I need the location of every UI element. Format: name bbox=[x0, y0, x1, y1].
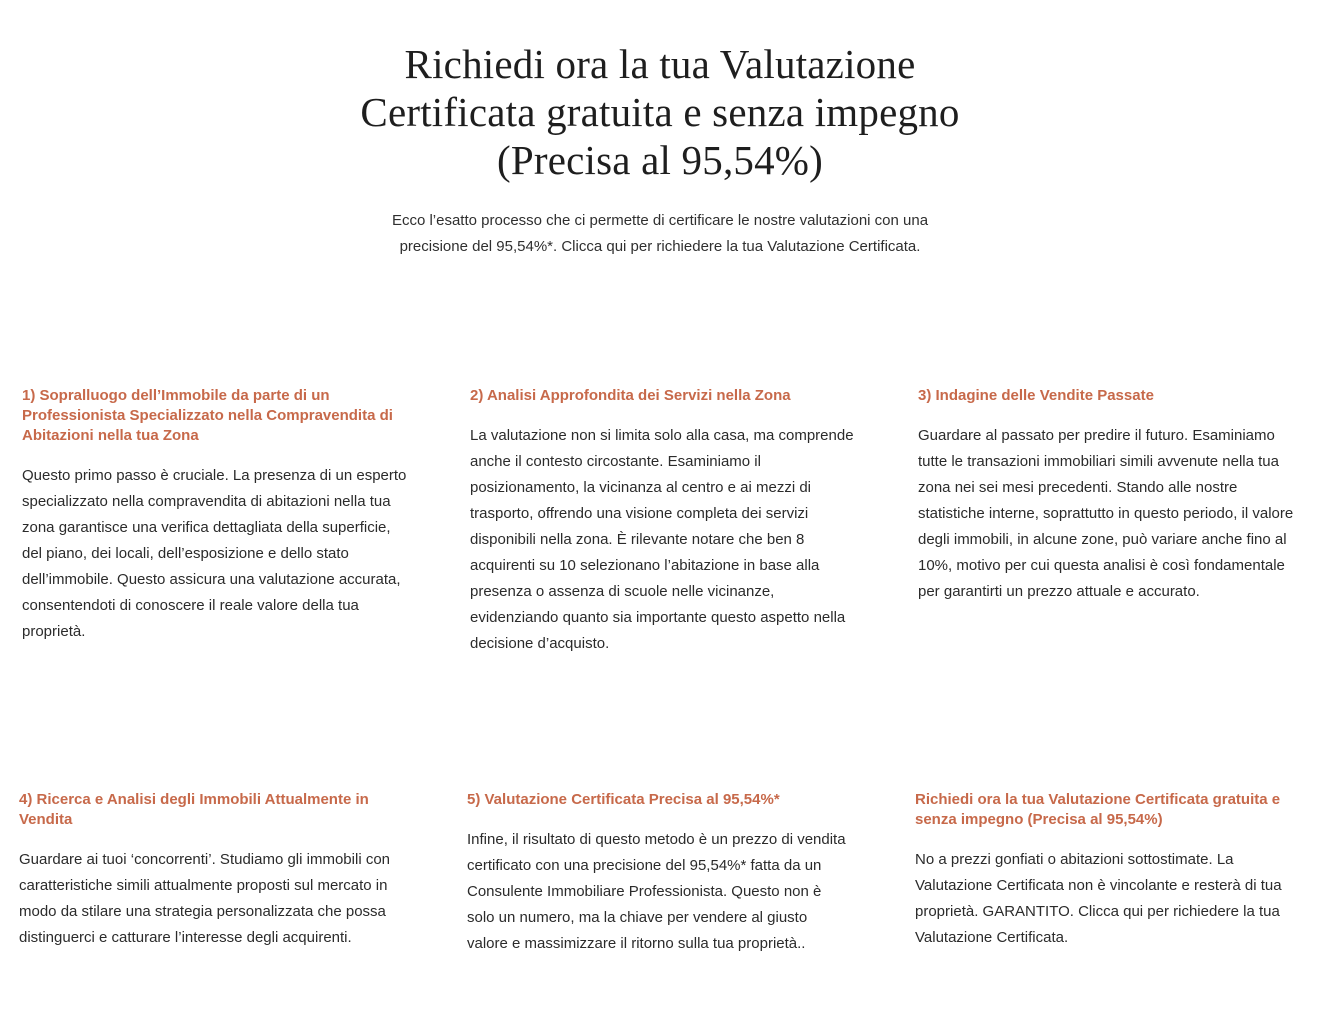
step-card-vendite-passate bbox=[918, 386, 1306, 605]
cta-card-richiedi-valutazione[interactable] bbox=[915, 790, 1305, 951]
step-title: 3) Indagine delle Vendite Passate bbox=[918, 387, 1154, 404]
step-card-analisi-servizi bbox=[470, 386, 855, 657]
cta-body: No a prezzi gonfiati o abitazioni sottostimate. La Valutazione Certificata non è vincolante e resterà di tua proprietà. GARANTITO. Clicca qui per richiedere la tua Valutazione Certificata. bbox=[915, 851, 1282, 946]
page-title-line: (Precisa al 95,54%) bbox=[497, 137, 823, 183]
cta-title: Richiedi ora la tua Valutazione Certificata gratuita e senza impegno (Precisa al 95,54%) bbox=[915, 791, 1281, 828]
step-body: La valutazione non si limita solo alla casa, ma comprende anche il contesto circostante. Esaminiamo il posizionamento, la vicinanza al centro e ai mezzi di trasporto, offrendo una visione completa dei servizi disponibili nella zona. È rilevante notare che ben 8 acquirenti su 10 selezionano l’abitazione in base alla presenza o assenza di scuole nelle vicinanze, evidenziando quanto sia importante questo aspetto nella decisione d’acquisto. bbox=[470, 427, 854, 652]
step-body: Guardare ai tuoi ‘concorrenti’. Studiamo gli immobili con caratteristiche simili attualmente proposti sul mercato in modo da stilare una strategia personalizzata che possa distinguerci e catturare l’interesse degli acquirenti. bbox=[19, 851, 391, 946]
intro-text[interactable] bbox=[350, 208, 970, 260]
step-card-immobili-in-vendita bbox=[19, 790, 407, 951]
step-title: 5) Valutazione Certificata Precisa al 95,54%* bbox=[467, 791, 780, 808]
hero-section bbox=[0, 40, 1320, 260]
page-title-line: Certificata gratuita e senza impegno bbox=[360, 89, 960, 135]
step-title: 2) Analisi Approfondita dei Servizi nella Zona bbox=[470, 387, 791, 404]
step-title: 1) Sopralluogo dell’Immobile da parte di un Professionista Specializzato nella Compravendita di Abitazioni nella tua Zona bbox=[22, 387, 393, 444]
step-title: 4) Ricerca e Analisi degli Immobili Attualmente in Vendita bbox=[19, 791, 369, 828]
step-body: Guardare al passato per predire il futuro. Esaminiamo tutte le transazioni immobiliari simili avvenute nella tua zona nei sei mesi precedenti. Stando alle nostre statistiche interne, soprattutto in questo periodo, il valore degli immobili, in alcune zone, può variare anche fino al 10%, motivo per cui questa analisi è così fondamentale per garantirti un prezzo attuale e accurato. bbox=[918, 427, 1294, 600]
step-body: Infine, il risultato di questo metodo è un prezzo di vendita certificato con una precisione del 95,54%* fatta da un Consulente Immobiliare Professionista. Questo non è solo un numero, ma la chiave per vendere al giusto valore e massimizzare il ritorno sulla tua proprietà.. bbox=[467, 831, 846, 952]
step-body: Questo primo passo è cruciale. La presenza di un esperto specializzato nella compravendita di abitazioni nella tua zona garantisce una verifica dettagliata della superficie, del piano, dei locali, dell’esposizione e dello stato dell’immobile. Questo assicura una valutazione accurata, consentendoti di conoscere il reale valore della tua proprietà. bbox=[22, 467, 407, 640]
page-title bbox=[0, 40, 1320, 184]
step-card-sopralluogo bbox=[22, 386, 407, 645]
page-title-line: Richiedi ora la tua Valutazione bbox=[404, 41, 916, 87]
intro-line: Ecco l’esatto processo che ci permette di certificare le nostre valutazioni con una bbox=[391, 212, 929, 229]
step-card-valutazione-certificata bbox=[467, 790, 852, 957]
intro-line: precisione del 95,54%*. Clicca qui per richiedere la tua Valutazione Certificata. bbox=[399, 238, 921, 255]
